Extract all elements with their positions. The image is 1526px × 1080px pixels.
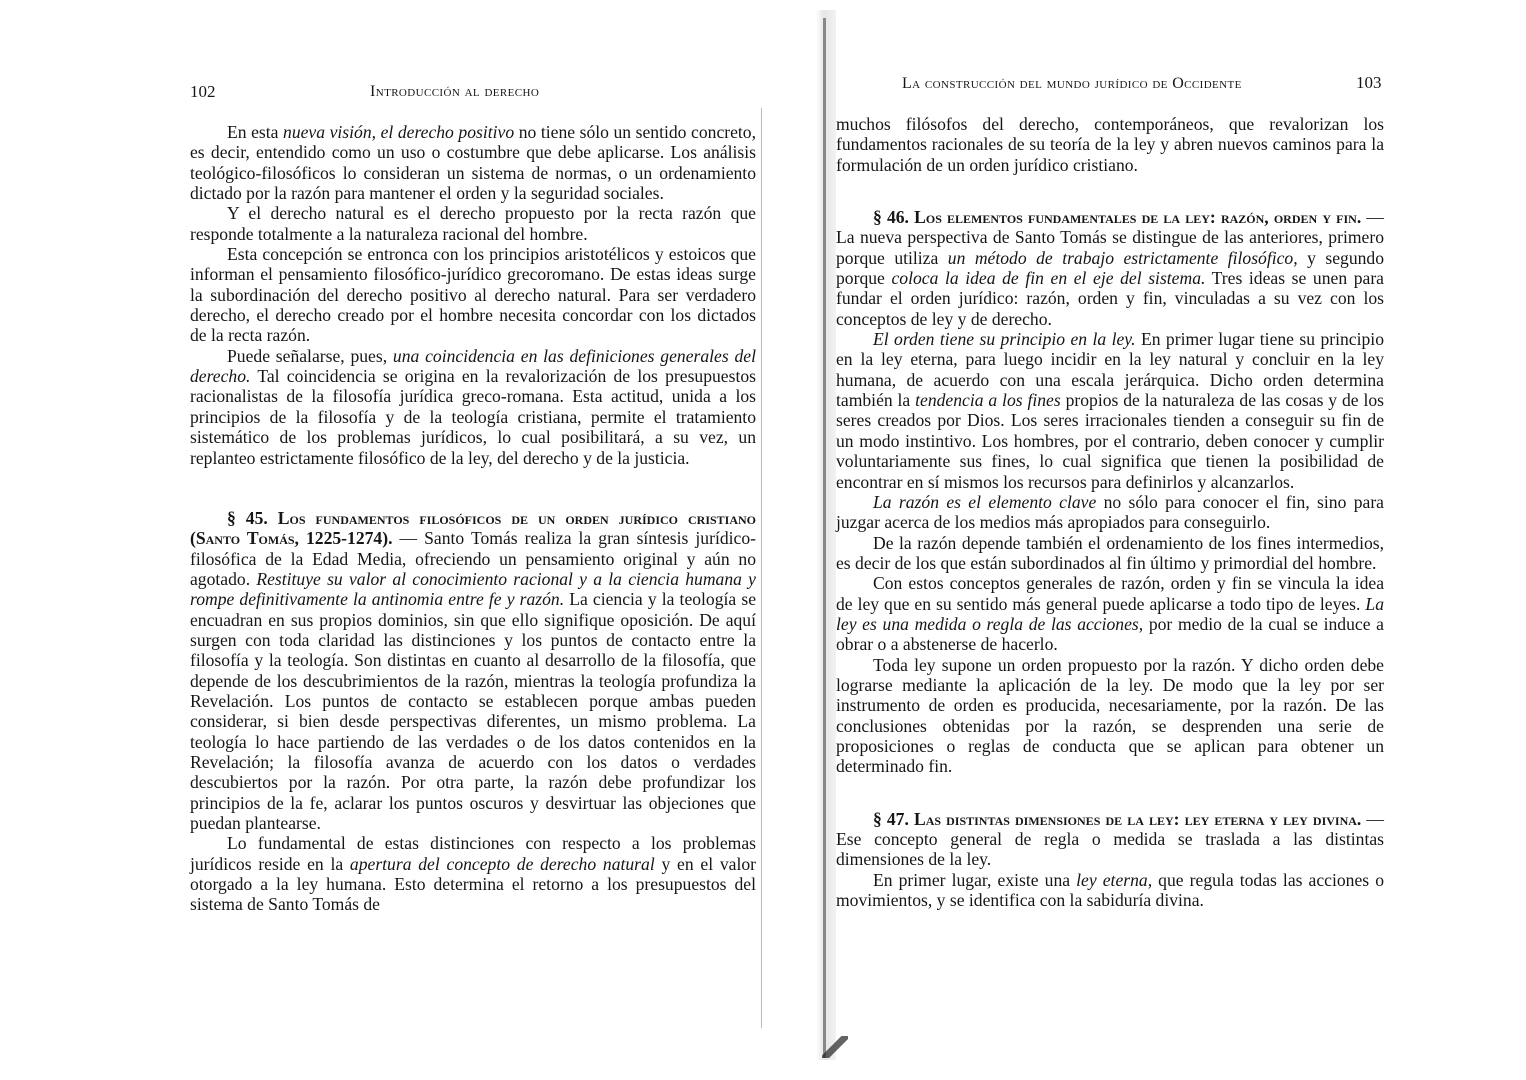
section-title: Los fundamentos filosóficos de un orden jurídico cristiano (Santo Tomás, 1225-1274).	[190, 507, 757, 549]
page-edge-shadow	[761, 108, 762, 1028]
paragraph: Puede señalarse, pues, una coincidencia en las definiciones generales del derecho. Tal coincidencia se origina en la revalorización de los presupuestos racionalistas de la filosofía jurídica greco-romana. Esta actitud, unida a los principios de la filosofía y de la teología cristiana, permite el tratamiento sistemático de los problemas jurídicos, lo cual posibilitará, a su vez, un replanteo estrictamente filosófico de la ley, del derecho y de la justicia.	[190, 345, 756, 468]
scan-corner-artifact	[822, 1036, 848, 1058]
right-page	[790, 0, 1526, 1080]
paragraph: La razón es el elemento clave no sólo para conocer el fin, sino para juzgar acerca de los medios más apropiados para conseguirlo.	[836, 491, 1384, 533]
section-title: Los elementos fundamentales de la ley: razón, orden y fin.	[914, 207, 1362, 228]
section-title: Las distintas dimensiones de la ley: ley eterna y ley divina.	[913, 808, 1362, 829]
section-47	[836, 809, 1384, 870]
paragraph: En primer lugar, existe una ley eterna, que regula todas las acciones o movimientos, y se identifica con la sabiduría divina.	[836, 869, 1385, 911]
paragraph: Esta concepción se entronca con los principios aristotélicos y estoicos que informan el pensamiento filosófico-jurídico grecoromano. De estas ideas surge la subordinación del derecho positivo al derecho natural. Para ser verdadero derecho, el derecho creado por el hombre necesita concordar con los dictados de la recta razón.	[190, 244, 756, 346]
section-46	[836, 207, 1384, 329]
section-body: — La nueva perspectiva de Santo Tomás se distingue de las anteriores, primero porque utiliza un método de trabajo estrictamente filosófico, y segundo porque coloca la idea de fin en el eje del sistema. Tres ideas se unen para fundar el orden jurídico: razón, orden y fin, vinculadas a su vez con los conceptos de ley y de derecho.	[836, 207, 1385, 329]
page-number-right: 103	[1356, 73, 1382, 92]
italic-emphasis: Restituye su valor al conocimiento racional y a la ciencia humana y rompe definitivamente la antinomia entre fe y razón.	[190, 568, 756, 610]
paragraph: muchos filósofos del derecho, contemporáneos, que revalorizan los fundamentos racionales de su teoría de la ley y abren nuevos caminos para la formulación de un orden jurídico cristiano.	[836, 114, 1384, 175]
italic-emphasis: El orden tiene su principio en la ley.	[873, 329, 1136, 350]
italic-emphasis: tendencia a los fines	[915, 390, 1061, 411]
paragraph: Toda ley supone un orden propuesto por la razón. Y dicho orden debe lograrse mediante la aplicación de la ley. De modo que la ley por ser instrumento de orden es producida, necesariamente, por la razón. De las conclusiones obtenidas por la razón, se desprenden una serie de proposiciones o reglas de conducta que se aplican para obtener un determinado fin.	[836, 654, 1384, 777]
paragraph: El orden tiene su principio en la ley. En primer lugar tiene su principio en la ley eterna, para luego incidir en la ley natural y concluir en la ley humana, de acuerdo con una escala jerárquica. Dicho orden determina también la tendencia a los fines propios de la naturaleza de las cosas y de los seres creados por Dios. Los seres irracionales tienden a conseguir su fin de un modo instintivo. Los hombres, por el contrario, deben conocer y cumplir voluntariamente sus fines, lo cual significa que tienen la posibilidad de encontrar en sí mismos los recursos para definirlos y alcanzarlos.	[836, 329, 1384, 492]
paragraph: De la razón depende también el ordenamiento de los fines intermedios, es decir de los que están subordinados al fin último y primordial del hombre.	[836, 532, 1384, 573]
italic-emphasis: nueva visión, el derecho positivo	[283, 122, 515, 142]
paragraph: En esta nueva visión, el derecho positivo no tiene sólo un sentido concreto, es decir, entendido como un uso o costumbre que debe aplicarse. Los análisis teológico-filosóficos lo consideran un sistema de normas, o un ordenamiento dictado por la razón para mantener el orden y la seguridad sociales.	[190, 122, 757, 204]
paragraph: Con estos conceptos generales de razón, orden y fin se vincula la idea de ley que en su sentido más general puede aplicarse a todo tipo de leyes. La ley es una medida o regla de las acciones, por medio de la cual se induce a obrar o a abstenerse de hacerlo.	[836, 573, 1384, 655]
italic-emphasis: La ley es una medida o regla de las acciones,	[836, 593, 1384, 634]
italic-emphasis: La razón es el elemento clave	[873, 491, 1097, 512]
paragraph: Lo fundamental de estas distinciones con respecto a los problemas jurídicos reside en la apertura del concepto de derecho natural y en el valor otorgado a la ley humana. Esto determina el retorno a los presupuestos del sistema de Santo Tomás de	[190, 833, 756, 915]
italic-emphasis: una coincidencia en las definiciones generales del derecho.	[190, 345, 756, 387]
italic-emphasis: un método de trabajo estrictamente filosófico,	[947, 247, 1298, 268]
running-head-left: Introducción al derecho	[370, 83, 540, 100]
section-45	[190, 508, 756, 834]
italic-emphasis: ley eterna,	[1076, 869, 1153, 890]
section-body: — Santo Tomás realiza la gran síntesis jurídico-filosófica de la Edad Media, ofreciendo un pensamiento original y aún no agotado. Restituye su valor al conocimiento racional y a la ciencia humana y rompe definitivamente la antinomia entre fe y razón. La ciencia y la teología se encuadran en sus propios dominios, sin que ello signifique oposición. De aquí surgen con toda claridad las distinciones y los puntos de contacto entre la filosofía y la teología. Son distintas en cuanto al desarrollo de la filosofía, que depende de los descubrimientos de la razón, mientras la teología profundiza la Revelación. Los puntos de contacto se establecen porque ambas pueden considerar, si bien desde perspectivas diferentes, un mismo problema. La teología lo hace partiendo de las verdades o de los datos contenidos en la Revelación; la filosofía avanza de acuerdo con los datos o verdades descubiertos por la razón. Por otra parte, la razón debe profundizar los principios de la fe, aclarar los puntos oscuros y desvirtuar las objeciones que puedan plantearse.	[190, 528, 757, 833]
section-body: — Ese concepto general de regla o medida se traslada a las distintas dimensiones de la ley.	[836, 808, 1385, 870]
italic-emphasis: apertura del concepto de derecho natural	[349, 853, 655, 874]
right-text-column	[836, 114, 1384, 910]
page-number-left: 102	[190, 82, 216, 101]
section-number: § 46.	[873, 207, 909, 228]
left-text-column	[190, 122, 756, 915]
running-head-right: La construcción del mundo jurídico de Occidente	[902, 75, 1242, 92]
section-number: § 47.	[873, 808, 909, 829]
paragraph: Y el derecho natural es el derecho propuesto por la recta razón que responde totalmente a la naturaleza racional del hombre.	[190, 203, 756, 244]
italic-emphasis: coloca la idea de fin en el eje del sistema.	[891, 268, 1206, 289]
section-number: § 45.	[227, 507, 268, 528]
